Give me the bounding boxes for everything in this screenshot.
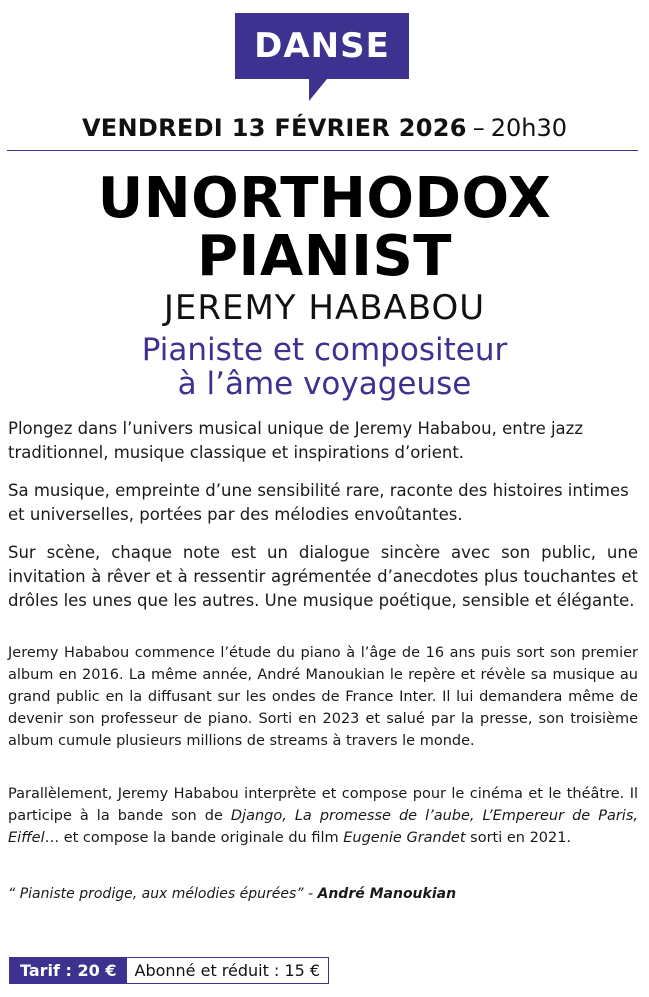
cinema-film-2: Eugenie Grandet bbox=[343, 830, 466, 846]
cinema-films: Django, La promesse de l’aube, L’Empereur de Paris, Eiffel bbox=[8, 808, 638, 846]
price-full: Tarif : 20 € bbox=[10, 958, 127, 983]
subtitle-line2: à l’âme voyageuse bbox=[177, 366, 472, 402]
event-time: 20h30 bbox=[490, 114, 568, 142]
show-title bbox=[0, 166, 649, 289]
speech-bubble-tail bbox=[309, 79, 327, 101]
category-badge bbox=[235, 13, 409, 79]
quote-author: André Manoukian bbox=[317, 886, 457, 902]
divider-rule bbox=[7, 150, 638, 151]
show-title-line2: PIANIST bbox=[197, 224, 452, 289]
cinema-text-3: sorti en 2021. bbox=[465, 830, 572, 846]
lead-paragraph-1: Plongez dans l’univers musical unique de Jeremy Hababou, entre jazz traditionnel, musique classique et inspirations d’orient. bbox=[8, 419, 583, 462]
event-datetime bbox=[0, 114, 649, 142]
subtitle-line1: Pianiste et compositeur bbox=[141, 332, 508, 368]
press-quote bbox=[8, 884, 456, 904]
lead-paragraph-2: Sa musique, empreinte d’une sensibilité rare, raconte des histoires intimes et universelles, portées par des mélodies envoûtantes. bbox=[8, 481, 629, 524]
date-separator: – bbox=[472, 114, 485, 142]
price-reduced: Abonné et réduit : 15 € bbox=[127, 958, 329, 983]
cinema-paragraph bbox=[8, 783, 638, 849]
lead-paragraph-3: Sur scène, chaque note est un dialogue sincère avec son public, une invitation à rêver et à ressentir agrémentée d’anecdotes plus touchantes et drôles les unes que les autres. Une musique poétique, sensible et élégante. bbox=[8, 543, 638, 610]
category-label: DANSE bbox=[254, 26, 390, 66]
cinema-text-2: … et compose la bande originale du film bbox=[44, 830, 344, 846]
pricing-box bbox=[9, 957, 329, 984]
bio-paragraph: Jeremy Hababou commence l’étude du piano à l’âge de 16 ans puis sort son premier album en 2016. La même année, André Manoukian le repère et révèle sa musique au grand public en la diffusant sur les ondes de France Inter. Il lui demandera même de devenir son professeur de piano. Sorti en 2023 et salué par la presse, son troisième album cumule plusieurs millions de streams à travers le monde. bbox=[8, 645, 638, 749]
quote-text: “ Pianiste prodige, aux mélodies épurées” - bbox=[8, 886, 314, 902]
event-date: VENDREDI 13 FÉVRIER 2026 bbox=[81, 114, 467, 142]
subtitle bbox=[0, 333, 649, 401]
artist-name: JEREMY HABABOU bbox=[163, 288, 486, 328]
show-title-line1: UNORTHODOX bbox=[97, 166, 552, 231]
cinema-text-1: Parallèlement, Jeremy Hababou interprète et compose pour le cinéma et le théâtre. Il participe à la bande son de bbox=[8, 786, 638, 824]
